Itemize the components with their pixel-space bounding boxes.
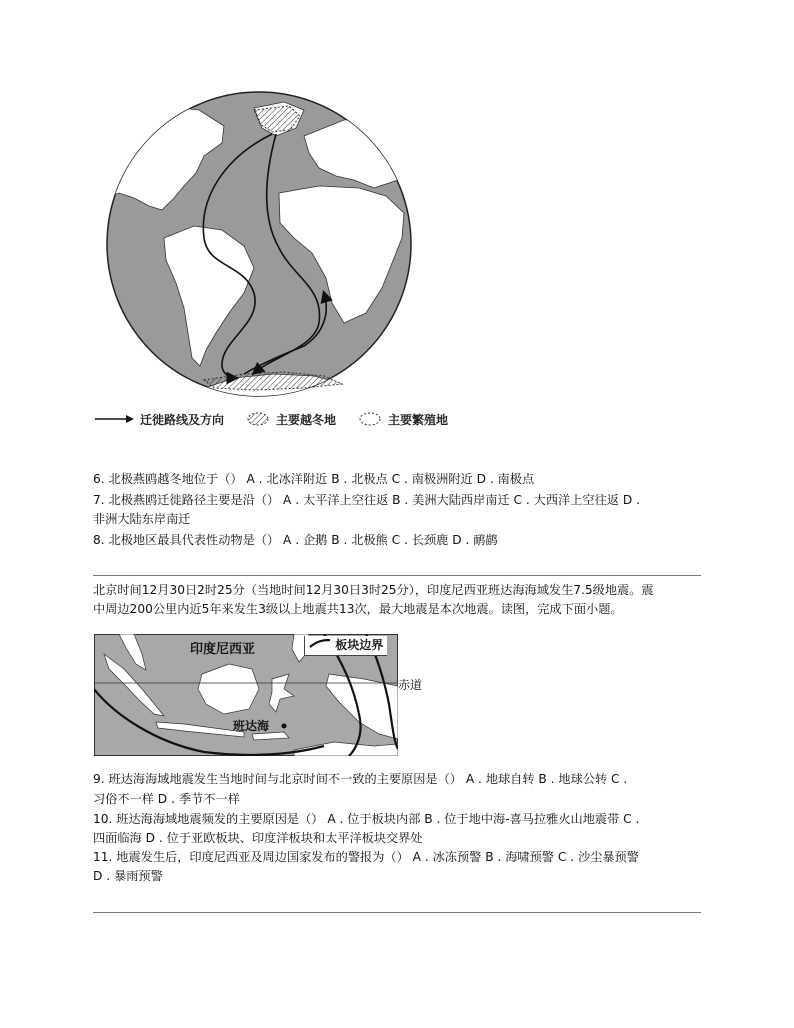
legend-breeding-label: 主要繁殖地 [388, 412, 449, 427]
question-10-cont: 四面临海 D . 位于亚欧板块、印度洋板块和太平洋板块交界处 [93, 831, 423, 845]
globe-legend [94, 408, 448, 430]
breeding-dotted-icon [358, 411, 382, 427]
banda-sea-label: 班达海 [233, 719, 270, 733]
indonesia-map-figure [94, 634, 398, 756]
question-10: 10. 班达海海域地震频发的主要原因是（） A . 位于板块内部 B . 位于地中海-喜马拉雅火山地震带 C . [93, 812, 640, 826]
equator-label: 赤道 [398, 678, 423, 692]
plate-boundary-icon [309, 639, 331, 649]
question-7-cont: 非洲大陆东岸南迁 [93, 512, 191, 526]
migration-globe-figure [104, 88, 414, 400]
map-legend [304, 636, 387, 656]
route-arrow-icon [94, 414, 134, 424]
legend-wintering-label: 主要越冬地 [276, 412, 337, 427]
question-7: 7. 北极燕鸥迁徙路径主要是沿（） A . 太平洋上空往返 B . 美洲大陆西岸南迁 C . 大西洋上空往返 D . [93, 493, 640, 507]
question-6: 6. 北极燕鸥越冬地位于（） A . 北冰洋附近 B . 北极点 C . 南极洲附近 D . 南极点 [93, 472, 535, 486]
question-8: 8. 北极地区最具代表性动物是（） A . 企鹅 B . 北极熊 C . 长颈鹿 D . 鸸鹋 [93, 533, 498, 547]
question-11-cont: D . 暴雨预警 [93, 869, 163, 883]
wintering-hatch-icon [246, 411, 270, 427]
map-legend-label: 板块边界 [335, 638, 384, 652]
legend-route-label: 迁徙路线及方向 [140, 412, 225, 427]
passage-line-1: 北京时间12月30日2时25分（当地时间12月30日3时25分），印度尼西亚班达海海域发生7.5级地震。震 [93, 583, 654, 597]
epicenter-dot [282, 724, 287, 729]
question-9: 9. 班达海海域地震发生当地时间与北京时间不一致的主要原因是（） A . 地球自转 B . 地球公转 C . [93, 772, 628, 786]
divider-bottom [93, 912, 701, 913]
question-11: 11. 地震发生后，印度尼西亚及周边国家发布的警报为（） A . 冰冻预警 B . 海啸预警 C . 沙尘暴预警 [93, 850, 639, 864]
divider [93, 575, 701, 576]
question-9-cont: 习俗不一样 D . 季节不一样 [93, 792, 240, 806]
passage-line-2: 中周边200公里内近5年来发生3级以上地震共13次，最大地震是本次地震。读图，完成下面小题。 [93, 602, 623, 616]
map-title: 印度尼西亚 [190, 642, 256, 657]
